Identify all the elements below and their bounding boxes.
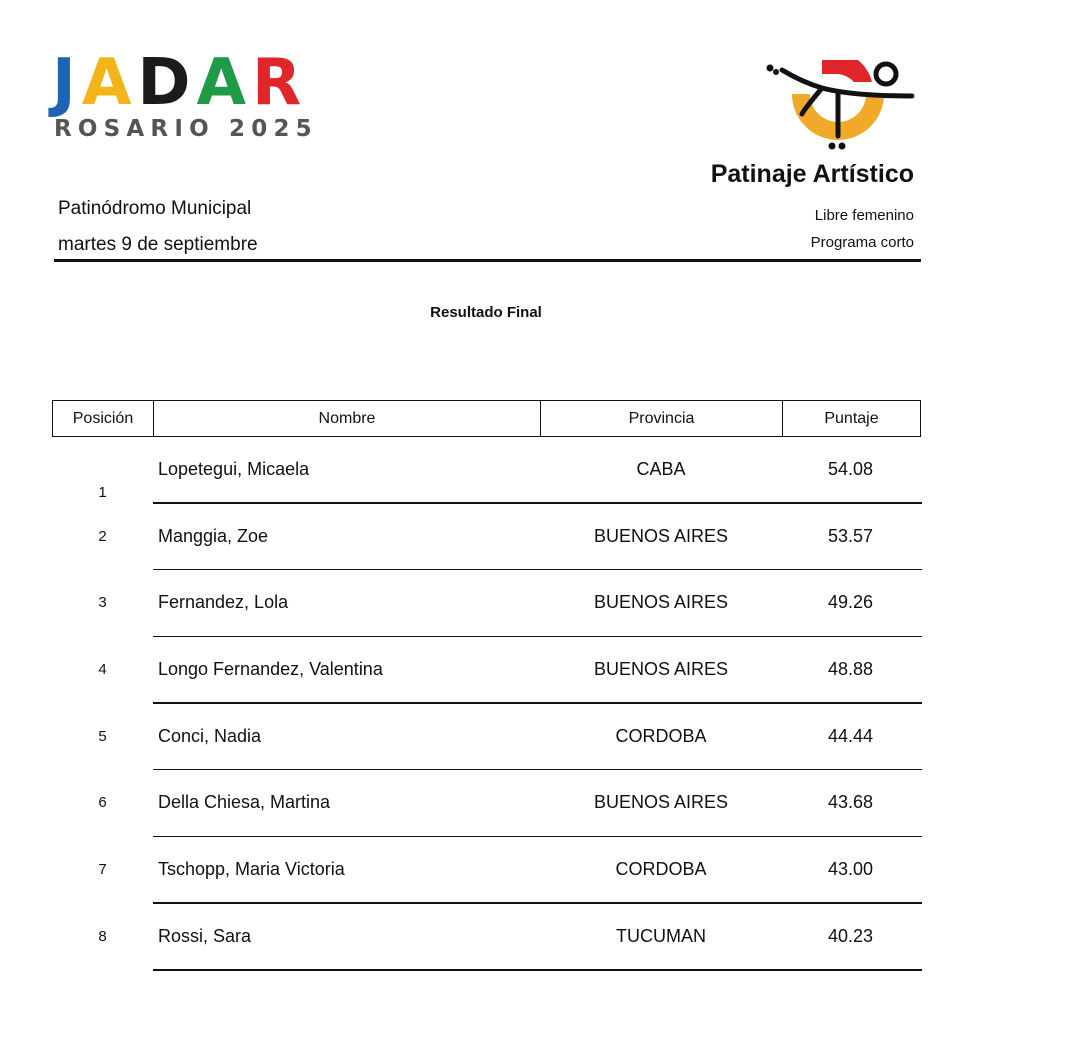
column-header-position: Posición — [53, 401, 154, 436]
results-table-body — [52, 437, 922, 971]
row-position: 1 — [98, 484, 107, 501]
row-name: Manggia, Zoe — [158, 525, 269, 546]
row-province: BUENOS AIRES — [593, 525, 729, 546]
column-header-name: Nombre — [154, 401, 541, 436]
row-score: 43.68 — [827, 792, 874, 813]
jadar-logo — [52, 46, 318, 142]
row-score: 40.23 — [827, 925, 874, 946]
row-position: 4 — [98, 661, 107, 679]
logo-letter: D — [137, 46, 197, 120]
row-position: 3 — [98, 594, 107, 612]
table-row — [52, 904, 922, 971]
program-label: Programa corto — [810, 234, 914, 251]
row-score: 49.26 — [827, 592, 874, 613]
logo-letter: A — [81, 46, 138, 120]
row-province: BUENOS AIRES — [593, 592, 729, 613]
table-row — [52, 770, 922, 837]
row-position: 5 — [98, 727, 107, 745]
row-province: CORDOBA — [615, 725, 707, 746]
skater-icon — [762, 52, 918, 152]
row-position: 6 — [98, 794, 107, 812]
event-date: martes 9 de septiembre — [58, 234, 258, 255]
row-province: BUENOS AIRES — [593, 659, 729, 680]
row-name: Fernandez, Lola — [158, 592, 289, 613]
row-province: CABA — [636, 459, 686, 479]
row-score: 53.57 — [827, 525, 874, 546]
result-title: Resultado Final — [430, 304, 542, 321]
table-row — [52, 704, 922, 771]
row-divider — [153, 969, 922, 971]
table-row — [52, 570, 922, 637]
row-province: BUENOS AIRES — [593, 792, 729, 813]
row-position: 7 — [98, 861, 107, 879]
logo-subtitle: ROSARIO 2025 — [54, 116, 318, 142]
row-score: 44.44 — [827, 725, 874, 746]
row-name: Longo Fernandez, Valentina — [158, 659, 383, 680]
category-label: Libre femenino — [814, 207, 914, 224]
row-province: CORDOBA — [615, 859, 707, 880]
table-row — [52, 637, 922, 704]
row-score: 48.88 — [827, 659, 874, 680]
row-province: TUCUMAN — [616, 925, 706, 946]
row-name: Conci, Nadia — [158, 725, 262, 746]
row-name: Rossi, Sara — [158, 925, 252, 946]
table-row — [52, 837, 922, 904]
row-score: 43.00 — [827, 859, 874, 880]
table-row — [52, 437, 922, 504]
jadar-wordmark — [52, 46, 318, 120]
row-position: 2 — [98, 527, 107, 545]
row-name: Della Chiesa, Martina — [158, 792, 331, 813]
logo-letter: A — [196, 46, 252, 120]
logo-letter: R — [252, 46, 308, 120]
row-position: 8 — [98, 927, 107, 945]
table-row — [52, 504, 922, 571]
row-name: Tschopp, Maria Victoria — [158, 859, 345, 880]
discipline-title: Patinaje Artístico — [710, 160, 914, 188]
row-score: 54.08 — [827, 459, 874, 479]
column-header-score: Puntaje — [824, 410, 879, 427]
logo-letter: J — [52, 46, 82, 120]
table-header — [52, 400, 921, 437]
row-name: Lopetegui, Micaela — [158, 459, 310, 479]
venue-name: Patinódromo Municipal — [58, 198, 252, 219]
header-divider — [54, 259, 921, 262]
column-header-province: Provincia — [541, 401, 783, 436]
